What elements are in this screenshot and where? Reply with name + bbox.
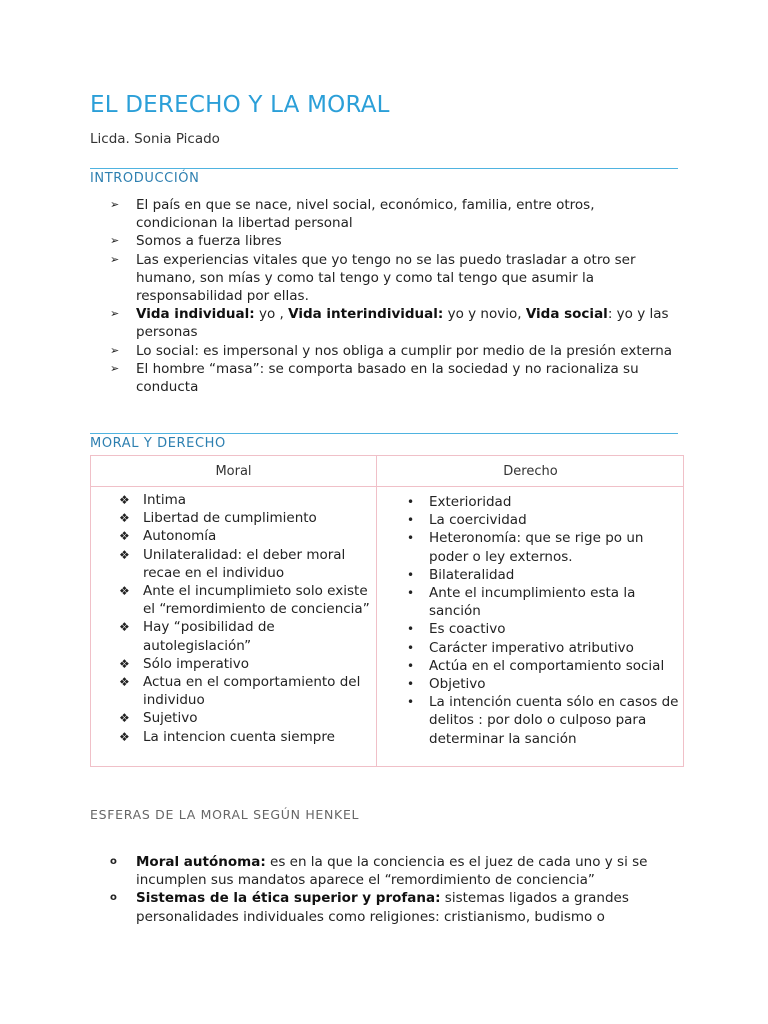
diamond-bullet-icon: ❖ (119, 493, 130, 507)
list-item: ❖ Hay “posibilidad de autolegislación” (119, 619, 275, 654)
derecho-list (403, 493, 683, 748)
esferas-list (110, 853, 670, 926)
diamond-bullet-icon: ❖ (119, 529, 130, 544)
dot-bullet-icon: • (407, 586, 415, 601)
introduccion-list (104, 196, 674, 396)
author-line: Licda. Sonia Picado (90, 131, 220, 147)
list-item: ❖ Libertad de cumplimiento (119, 510, 317, 527)
list-item: • Heteronomía: que se rige po un poder o ley externos. (407, 530, 644, 565)
comparison-table (90, 455, 684, 767)
circle-bullet-icon: o (110, 892, 117, 904)
dot-bullet-icon: • (407, 658, 415, 673)
list-item: ❖ Autonomía (119, 528, 217, 545)
list-item: • Ante el incumplimiento esta la sanción (407, 585, 636, 620)
arrow-bullet-icon: ➢ (110, 343, 120, 357)
arrow-bullet-icon: ➢ (110, 307, 120, 321)
list-item: ❖ Sujetivo (119, 710, 198, 727)
list-item: ➢ Vida individual: yo , Vida interindividual: yo y novio, Vida social: yo y las personas (110, 306, 669, 341)
dot-bullet-icon: • (407, 677, 415, 692)
list-item: ➢ Las experiencias vitales que yo tengo no se las puedo trasladar a otro ser humano, son mías y como tal tengo y como tal tengo que asumir la responsabilidad por ellas. (110, 251, 636, 305)
column-divider (376, 456, 377, 766)
list-item: • Objetivo (407, 676, 486, 693)
dot-bullet-icon: • (407, 567, 415, 582)
list-item: • Bilateralidad (407, 566, 515, 583)
list-item: • Exterioridad (407, 494, 512, 510)
list-item: ➢ Somos a fuerza libres (110, 233, 282, 250)
list-item: ❖ Sólo imperativo (119, 655, 250, 672)
diamond-bullet-icon: ❖ (119, 547, 130, 562)
diamond-bullet-icon: ❖ (119, 656, 130, 671)
arrow-bullet-icon: ➢ (110, 252, 120, 266)
column-header-moral: Moral (215, 464, 252, 479)
dot-bullet-icon: • (407, 695, 415, 710)
list-item: • La coercividad (407, 512, 527, 529)
bold-term: Vida social (525, 306, 608, 323)
list-item: • Es coactivo (407, 621, 506, 638)
moral-list (117, 491, 372, 746)
arrow-bullet-icon: ➢ (110, 361, 120, 375)
section-heading-esferas: ESFERAS DE LA MORAL SEGÚN HENKEL (90, 807, 360, 822)
diamond-bullet-icon: ❖ (119, 711, 130, 726)
section-heading-introduccion: INTRODUCCIÓN (90, 171, 200, 186)
dot-bullet-icon: • (407, 495, 415, 509)
list-item: ❖ Intima (119, 492, 187, 508)
section-heading-moral-derecho: MORAL Y DERECHO (90, 436, 226, 451)
list-item: o Sistemas de la ética superior y profana: sistemas ligados a grandes personalidades individuales como religiones: cristianismo, budismo o (110, 890, 629, 925)
column-header-derecho: Derecho (503, 464, 558, 479)
list-item: o Moral autónoma: es en la que la conciencia es el juez de cada uno y si se incumplen sus mandatos aparece el “remordimiento de conciencia” (110, 854, 648, 889)
diamond-bullet-icon: ❖ (119, 584, 130, 599)
bold-term: Sistemas de la ética superior y profana: (136, 890, 441, 907)
arrow-bullet-icon: ➢ (110, 234, 120, 248)
list-item: ❖ Ante el incumplimieto solo existe el “remordimiento de conciencia” (119, 583, 370, 618)
dot-bullet-icon: • (407, 622, 415, 637)
list-item: ❖ Unilateralidad: el deber moral recae en el individuo (119, 546, 346, 581)
dot-bullet-icon: • (407, 531, 415, 546)
section-rule (90, 433, 678, 434)
bold-term: Moral autónoma: (136, 854, 266, 870)
list-item: • Carácter imperativo atributivo (407, 639, 634, 656)
diamond-bullet-icon: ❖ (119, 511, 130, 526)
bold-term: Vida individual: (136, 306, 255, 323)
document-title: EL DERECHO Y LA MORAL (90, 92, 390, 118)
circle-bullet-icon: o (110, 856, 117, 867)
list-item: ➢ El hombre “masa”: se comporta basado en la sociedad y no racionaliza su conducta (110, 360, 639, 396)
list-item: • La intención cuenta sólo en casos de delitos : por dolo o culposo para determinar la sanción (407, 694, 679, 747)
bold-term: Vida interindividual: (288, 306, 444, 323)
diamond-bullet-icon: ❖ (119, 620, 130, 635)
list-item: • Actúa en el comportamiento social (407, 657, 665, 674)
list-item: ❖ La intencion cuenta siempre (119, 728, 335, 745)
list-item: ➢ El país en que se nace, nivel social, económico, familia, entre otros, condicionan la libertad personal (110, 197, 595, 232)
dot-bullet-icon: • (407, 640, 415, 655)
list-item: ❖ Actua en el comportamiento del individuo (119, 674, 361, 709)
diamond-bullet-icon: ❖ (119, 729, 130, 744)
diamond-bullet-icon: ❖ (119, 675, 130, 690)
dot-bullet-icon: • (407, 513, 415, 528)
list-item: ➢ Lo social: es impersonal y nos obliga a cumplir por medio de la presión externa (110, 342, 673, 359)
section-rule (90, 168, 678, 169)
arrow-bullet-icon: ➢ (110, 198, 120, 211)
